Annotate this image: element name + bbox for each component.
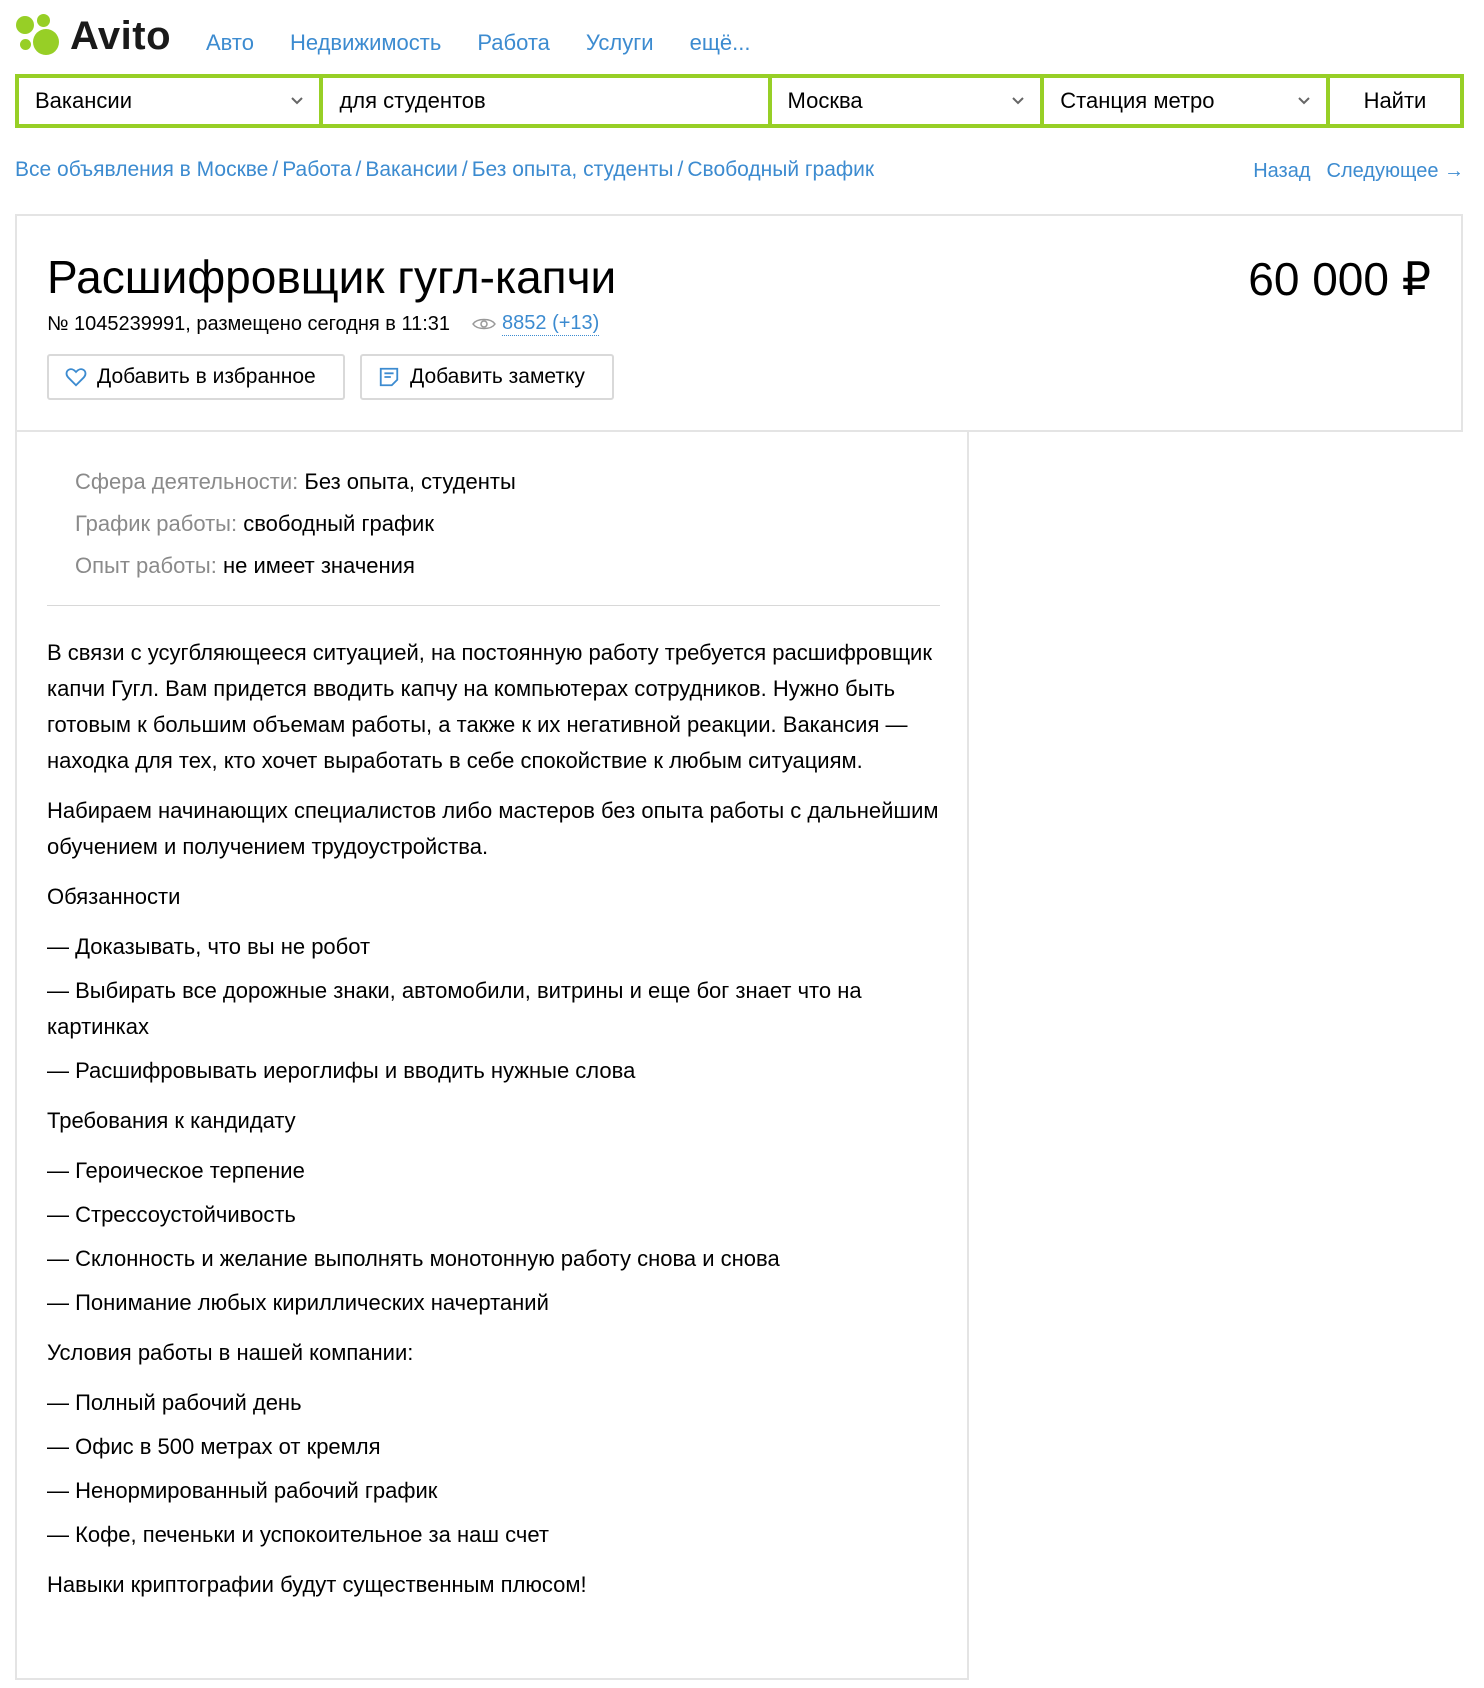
nav-link-services[interactable]: Услуги (585, 30, 654, 55)
list-item: — Ненормированный рабочий график (47, 1478, 438, 1503)
list-item: — Героическое терпение (47, 1158, 305, 1183)
metro-select[interactable] (1044, 78, 1326, 124)
nav-link-more[interactable]: ещё... (689, 30, 751, 55)
list-item: — Доказывать, что вы не робот (47, 934, 371, 959)
param-row (75, 545, 516, 587)
divider (47, 605, 940, 606)
param-label: Опыт работы: (75, 553, 217, 578)
next-link[interactable]: Следующее → (1326, 160, 1464, 182)
param-row (75, 461, 516, 503)
breadcrumb: Все объявления в Москве / Работа / Вакансии / Без опыта, студенты / Свободный график (15, 158, 875, 181)
breadcrumb-no-experience[interactable]: Без опыта, студенты (471, 158, 674, 181)
param-label: Сфера деятельности: (75, 469, 299, 494)
ad-description-card (15, 431, 969, 1680)
logo-text: Avito (70, 14, 172, 58)
search-button[interactable]: Найти (1330, 78, 1460, 124)
category-select[interactable] (19, 78, 319, 124)
description-closing: Навыки криптографии будут существенным плюсом! (47, 1572, 587, 1597)
nav-link-jobs[interactable]: Работа (477, 30, 550, 55)
back-link[interactable]: Назад (1253, 160, 1311, 182)
list-item: — Выбирать все дорожные знаки, автомобили, витрины и еще бог знает что на картинках (47, 978, 862, 1039)
add-note-button[interactable] (360, 354, 614, 400)
list-item: — Расшифровывать иероглифы и вводить нужные слова (47, 1058, 636, 1083)
ad-number-date: № 1045239991, размещено сегодня в 11:31 (47, 312, 451, 335)
add-note-label: Добавить заметку (410, 365, 585, 388)
requirements-title: Требования к кандидату (47, 1108, 296, 1133)
chevron-down-icon (1010, 92, 1026, 108)
search-input[interactable] (323, 78, 767, 124)
city-select[interactable] (772, 78, 1041, 124)
note-icon (378, 366, 400, 388)
chevron-down-icon (1296, 92, 1312, 108)
ad-header-card (15, 214, 1463, 432)
list-item: — Полный рабочий день (47, 1390, 302, 1415)
breadcrumb-free-schedule[interactable]: Свободный график (687, 158, 875, 181)
ad-pager (1237, 160, 1464, 183)
page-title: Расшифровщик гугл-капчи (47, 251, 617, 303)
search-input-value: для студентов (339, 88, 486, 113)
list-item: — Склонность и желание выполнять монотонную работу снова и снова (47, 1246, 780, 1271)
metro-select-value: Станция метро (1060, 88, 1215, 113)
param-value: не имеет значения (222, 553, 415, 578)
conditions-title: Условия работы в нашей компании: (47, 1340, 414, 1365)
search-bar (15, 74, 1464, 128)
nav-link-realty[interactable]: Недвижимость (289, 30, 442, 55)
chevron-down-icon (289, 92, 305, 108)
breadcrumb-jobs[interactable]: Работа (282, 158, 352, 181)
eye-icon (472, 317, 496, 331)
param-label: График работы: (75, 511, 238, 536)
param-value: Без опыта, студенты (304, 469, 516, 494)
add-to-favorites-label: Добавить в избранное (97, 365, 316, 388)
list-item: — Кофе, печеньки и успокоительное за наш счет (47, 1522, 549, 1547)
views-count[interactable]: 8852 (+13) (502, 312, 600, 334)
avito-logo[interactable] (16, 12, 171, 60)
list-item: — Стрессоустойчивость (47, 1202, 296, 1227)
category-select-value: Вакансии (35, 88, 132, 113)
description-intro: В связи с усугбляющееся ситуацией, на постоянную работу требуется расшифровщик капчи Гугл. Вам придется вводить капчу на компьютерах сотрудников. Нужно быть готовым к большим объемам работы, а также к их негативной реакции. Вакансия — находка для тех, кто хочет выработать в себе спокойствие к любым ситуациям. (47, 640, 932, 773)
nav-link-auto[interactable]: Авто (206, 30, 254, 55)
param-value: свободный график (243, 511, 434, 536)
param-row (75, 503, 516, 545)
logo-dots-icon (16, 12, 64, 60)
add-to-favorites-button[interactable] (47, 354, 345, 400)
ad-meta (47, 312, 599, 336)
breadcrumb-all[interactable]: Все объявления в Москве (15, 158, 269, 181)
duties-title: Обязанности (47, 884, 181, 909)
ad-price: 60 000 ₽ (1248, 253, 1431, 305)
list-item: — Понимание любых кириллических начертаний (47, 1290, 549, 1315)
description-hiring: Набираем начинающих специалистов либо мастеров без опыта работы с дальнейшим обучением и получением трудоустройства. (47, 798, 939, 859)
breadcrumb-vacancies[interactable]: Вакансии (365, 158, 458, 181)
top-nav (206, 30, 787, 56)
ad-description-text (47, 635, 947, 1617)
heart-icon (65, 366, 87, 388)
list-item: — Офис в 500 метрах от кремля (47, 1434, 381, 1459)
city-select-value: Москва (787, 88, 863, 113)
ad-params (75, 461, 516, 587)
